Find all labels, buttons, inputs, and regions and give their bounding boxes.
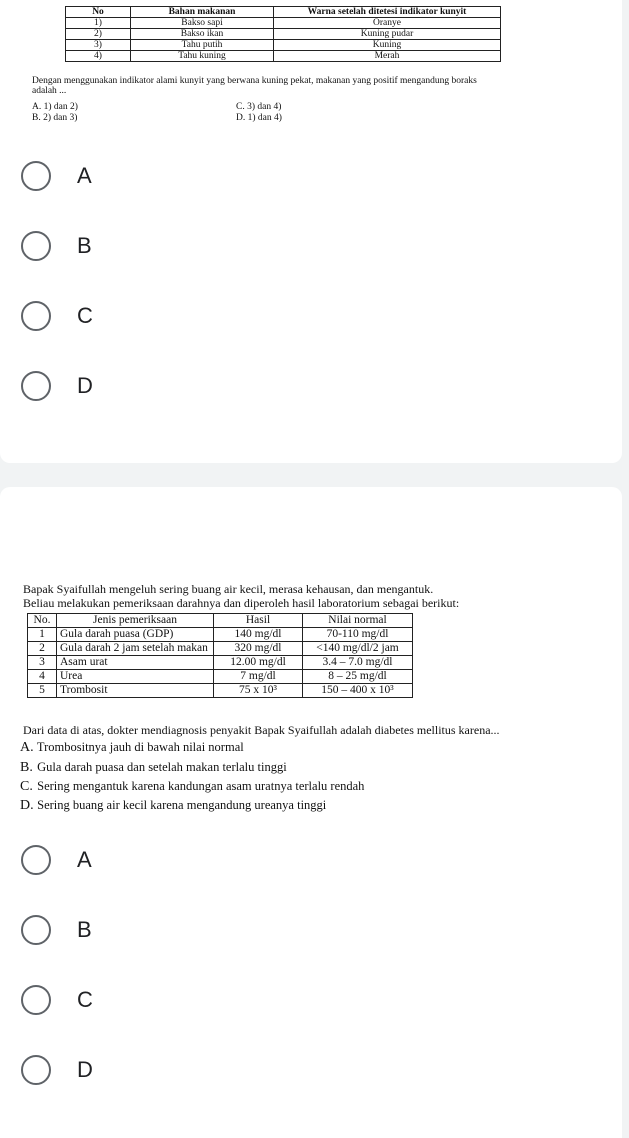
- answer-text: Sering buang air kecil karena mengandung ureanya tinggi: [37, 798, 327, 812]
- table-cell: Gula darah puasa (GDP): [57, 628, 214, 642]
- option-label: C: [77, 303, 93, 328]
- choice-d: D. 1) dan 4): [236, 113, 282, 123]
- question-text: Dari data di atas, dokter mendiagnosis penyakit Bapak Syaifullah adalah diabetes mellitus karena...: [23, 723, 500, 737]
- table-row: [66, 18, 501, 29]
- answer-letter: D.: [20, 798, 34, 813]
- table-cell: <140 mg/dl/2 jam: [303, 642, 413, 656]
- table-row: [66, 40, 501, 51]
- option-b[interactable]: [21, 228, 92, 264]
- table-cell: 1: [28, 628, 57, 642]
- table-cell: Bakso ikan: [131, 29, 274, 40]
- question-text: Dengan menggunakan indikator alami kunyit yang berwana kuning pekat, makanan yang positif mengandung boraks: [32, 76, 477, 86]
- answer-choice: [20, 740, 244, 755]
- intro-text: Beliau melakukan pemeriksaan darahnya dan diperoleh hasil laboratorium sebagai berikut:: [23, 596, 460, 610]
- table-header: Warna setelah ditetesi indikator kunyit: [274, 7, 501, 18]
- table-cell: 12.00 mg/dl: [214, 656, 303, 670]
- table-row: [66, 29, 501, 40]
- table-cell: 3.4 – 7.0 mg/dl: [303, 656, 413, 670]
- option-label: B: [77, 233, 92, 258]
- answer-choice: [20, 760, 287, 775]
- option-label: B: [77, 917, 92, 942]
- radio-button-icon[interactable]: [21, 231, 51, 261]
- radio-button-icon[interactable]: [21, 1055, 51, 1085]
- answer-text: Sering mengantuk karena kandungan asam uratnya terlalu rendah: [37, 779, 365, 793]
- radio-button-icon[interactable]: [21, 371, 51, 401]
- table-row: [28, 670, 413, 684]
- table-cell: 70-110 mg/dl: [303, 628, 413, 642]
- table-row: [66, 51, 501, 62]
- table-cell: 2: [28, 642, 57, 656]
- option-d[interactable]: [21, 1052, 93, 1088]
- option-label: D: [77, 1057, 93, 1082]
- table-header: Jenis pemeriksaan: [57, 614, 214, 628]
- table-cell: 3): [66, 40, 131, 51]
- table-header: No: [66, 7, 131, 18]
- food-indicator-table: [65, 6, 501, 62]
- option-a[interactable]: [21, 158, 92, 194]
- table-cell: Tahu kuning: [131, 51, 274, 62]
- intro-text: Bapak Syaifullah mengeluh sering buang air kecil, merasa kehausan, dan mengantuk.: [23, 582, 434, 596]
- table-cell: 2): [66, 29, 131, 40]
- table-cell: 320 mg/dl: [214, 642, 303, 656]
- choice-c: C. 3) dan 4): [236, 102, 282, 112]
- table-row: [28, 684, 413, 698]
- option-label: A: [77, 163, 92, 188]
- option-label: D: [77, 373, 93, 398]
- table-cell: 7 mg/dl: [214, 670, 303, 684]
- answer-letter: C.: [20, 779, 33, 794]
- question-text: adalah ...: [32, 86, 67, 96]
- option-label: C: [77, 987, 93, 1012]
- table-cell: 8 – 25 mg/dl: [303, 670, 413, 684]
- table-header: Nilai normal: [303, 614, 413, 628]
- table-header: Hasil: [214, 614, 303, 628]
- table-cell: 150 – 400 x 10³: [303, 684, 413, 698]
- table-cell: Asam urat: [57, 656, 214, 670]
- table-cell: 140 mg/dl: [214, 628, 303, 642]
- option-d[interactable]: [21, 368, 93, 404]
- table-cell: 75 x 10³: [214, 684, 303, 698]
- table-cell: Oranye: [274, 18, 501, 29]
- table-cell: Bakso sapi: [131, 18, 274, 29]
- table-cell: Urea: [57, 670, 214, 684]
- table-header: Bahan makanan: [131, 7, 274, 18]
- table-header: No.: [28, 614, 57, 628]
- option-c[interactable]: [21, 982, 93, 1018]
- table-row: [28, 642, 413, 656]
- radio-button-icon[interactable]: [21, 845, 51, 875]
- radio-button-icon[interactable]: [21, 985, 51, 1015]
- answer-letter: B.: [20, 760, 33, 775]
- answer-text: Trombositnya jauh di bawah nilai normal: [36, 740, 244, 754]
- table-row: [28, 628, 413, 642]
- table-cell: Tahu putih: [131, 40, 274, 51]
- option-c[interactable]: [21, 298, 93, 334]
- option-label: A: [77, 847, 92, 872]
- option-b[interactable]: [21, 912, 92, 948]
- table-cell: Merah: [274, 51, 501, 62]
- table-cell: Kuning pudar: [274, 29, 501, 40]
- table-cell: 4: [28, 670, 57, 684]
- answer-choice: [20, 779, 364, 794]
- table-cell: Kuning: [274, 40, 501, 51]
- table-cell: Gula darah 2 jam setelah makan: [57, 642, 214, 656]
- radio-button-icon[interactable]: [21, 915, 51, 945]
- choice-a: A. 1) dan 2): [32, 102, 78, 112]
- table-cell: 4): [66, 51, 131, 62]
- question-card-1: [0, 0, 622, 463]
- answer-choice: [20, 798, 326, 813]
- table-cell: 3: [28, 656, 57, 670]
- table-cell: 5: [28, 684, 57, 698]
- choice-b: B. 2) dan 3): [32, 113, 78, 123]
- answer-text: Gula darah puasa dan setelah makan terlalu tinggi: [37, 760, 287, 774]
- table-cell: 1): [66, 18, 131, 29]
- table-cell: Trombosit: [57, 684, 214, 698]
- table-row: [28, 656, 413, 670]
- option-a[interactable]: [21, 842, 92, 878]
- answer-letter: A.: [20, 740, 34, 755]
- lab-results-table: [27, 613, 413, 698]
- radio-button-icon[interactable]: [21, 161, 51, 191]
- radio-button-icon[interactable]: [21, 301, 51, 331]
